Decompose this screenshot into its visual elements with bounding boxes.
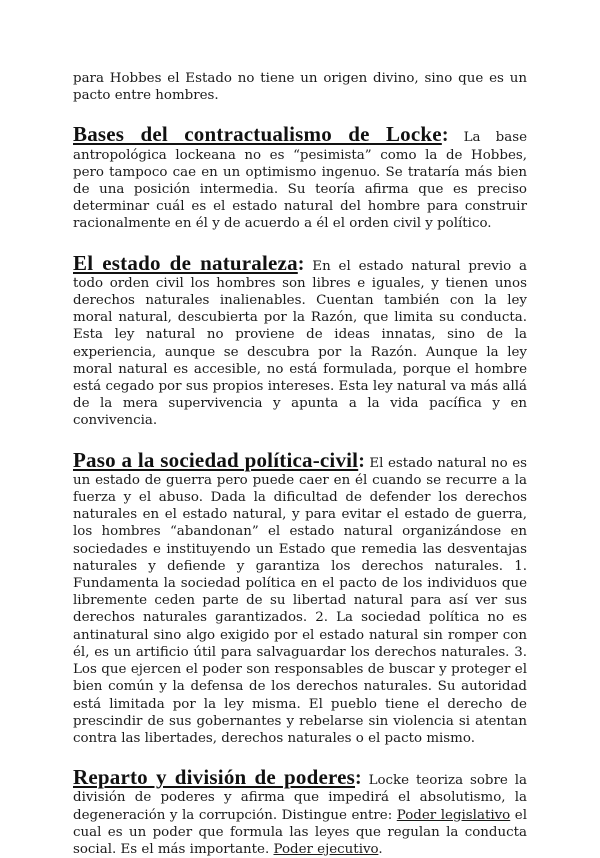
section-body: La base antropológica lockeana no es “pesimista” como la de Hobbes, pero tampoco cae en un optimismo ingenuo. Se trataría más bien de una posición intermedia. Su teoría afirma que es preciso determinar cuál es el estado natural del hombre para construir racionalmente en él y de acuerdo a él el orden civil y político. <box>73 130 527 232</box>
section-heading: Reparto y división de poderes <box>73 765 356 790</box>
section-heading: El estado de naturaleza <box>73 250 298 275</box>
section-sociedad-politica <box>73 447 527 747</box>
section-division-poderes <box>73 765 527 858</box>
document-page <box>73 70 527 858</box>
section-body: Locke teoriza sobre la división de poderes y afirma que impedirá el absolutismo, la degeneración y la corrupción. Distingue entre: <box>73 773 527 823</box>
heading-colon: : <box>358 449 365 472</box>
section-locke-bases <box>73 122 527 232</box>
heading-colon: : <box>355 767 362 790</box>
section-body: El estado natural no es un estado de guerra pero puede caer en él cuando se recurre a la fuerza y el abuso. Dada la dificultad de defender los derechos naturales en el estado natural, y para evitar el estado de guerra, los hombres “abandonan” el estado natural organizándose en sociedades e instituyendo un Estado que remedia las desventajas naturales y defiende y garantiza los derechos naturales. 1. Fundamenta la sociedad política en el pacto de los individuos que libremente ceden parte de su libertad natural para así ver sus derechos naturales garantizados. 2. La sociedad política no es antinatural sino algo exigido por el estado natural sin romper con él, es un artificio útil para salvaguardar los derechos naturales. 3. Los que ejercen el poder son responsables de buscar y proteger el bien común y la defensa de los derechos naturales. Su autoridad está limitada por la ley misma. El pueblo tiene el derecho de prescindir de sus gobernantes y rebelarse sin violencia si atentan contra las libertades, derechos naturales o el pacto mismo. <box>73 455 527 746</box>
section-body-continued: el cual es un poder que formula las leyes que regulan la conducta social. Es el más importante. <box>73 807 527 857</box>
heading-colon: : <box>441 124 449 147</box>
section-heading: Paso a la sociedad política-civil <box>73 447 359 472</box>
section-body-end: . <box>378 841 383 857</box>
term-poder-legislativo: Poder legislativo <box>396 807 511 823</box>
intro-paragraph: para Hobbes el Estado no tiene un origen divino, sino que es un pacto entre hombres. <box>73 71 527 104</box>
section-body: En el estado natural previo a todo orden civil los hombres son libres e iguales, y tienen unos derechos naturales inalienables. Cuentan también con la ley moral natural, descubierta por la Razón, que limita su conducta. Esta ley natural no proviene de ideas innatas, sino de la experiencia, aunque se descubra por la Razón. Aunque la ley moral natural es accesible, no está formulada, porque el hombre está cegado por sus propios intereses. Esta ley natural va más allá de la mera supervivencia y apunta a la vida pacífica y en convivencia. <box>73 258 527 429</box>
term-poder-ejecutivo: Poder ejecutivo <box>273 841 379 857</box>
section-heading: Bases del contractualismo de Locke <box>73 122 442 147</box>
heading-colon: : <box>297 252 305 275</box>
section-estado-naturaleza <box>73 250 527 430</box>
